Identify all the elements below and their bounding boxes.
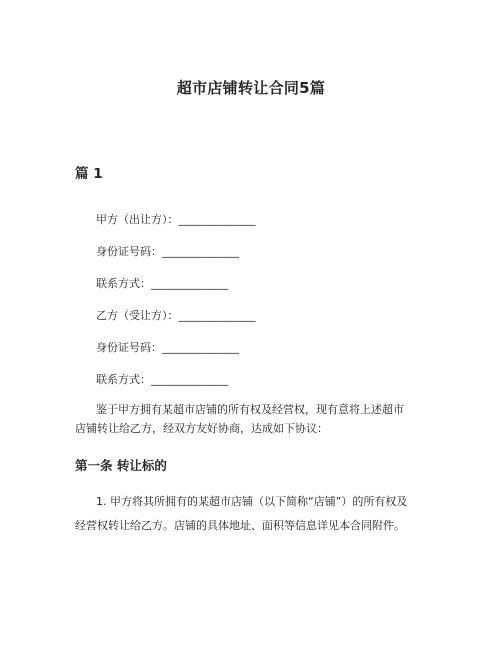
field-label: 身份证号码：	[96, 341, 162, 354]
field-label: 联系方式：	[96, 277, 151, 290]
field-party-b-contact	[96, 371, 228, 387]
article-1-line-1: 1. 甲方将其所拥有的某超市店铺（以下简称“店铺”）的所有权及	[96, 495, 408, 508]
field-label: 联系方式：	[96, 373, 151, 386]
article-1-heading: 第一条 转让标的	[75, 458, 167, 473]
article-1-line-2: 经营权转让给乙方。店铺的具体地址、面积等信息详见本合同附件。	[75, 519, 405, 532]
field-party-b-id	[96, 339, 239, 355]
field-party-a-id	[96, 243, 239, 259]
field-blank: ______________	[162, 245, 239, 258]
field-blank: ______________	[162, 341, 239, 354]
intro-line-1: 鉴于甲方拥有某超市店铺的所有权及经营权，现有意将上述超市	[96, 403, 404, 416]
field-party-a-contact	[96, 275, 228, 291]
field-blank: ______________	[178, 309, 256, 322]
field-party-b	[96, 307, 256, 323]
field-blank: ______________	[178, 213, 256, 226]
intro-line-2: 店铺转让给乙方，经双方友好协商，达成如下协议：	[75, 422, 328, 435]
section-heading: 篇 1	[75, 166, 103, 182]
field-label: 身份证号码：	[96, 245, 162, 258]
field-label: 乙方（受让方）：	[96, 309, 179, 322]
field-blank: ______________	[151, 277, 228, 290]
field-party-a	[96, 211, 256, 227]
field-blank: ______________	[151, 373, 228, 386]
document-title: 超市店铺转让合同5篇	[176, 79, 326, 97]
field-label: 甲方（出让方）：	[96, 213, 179, 226]
